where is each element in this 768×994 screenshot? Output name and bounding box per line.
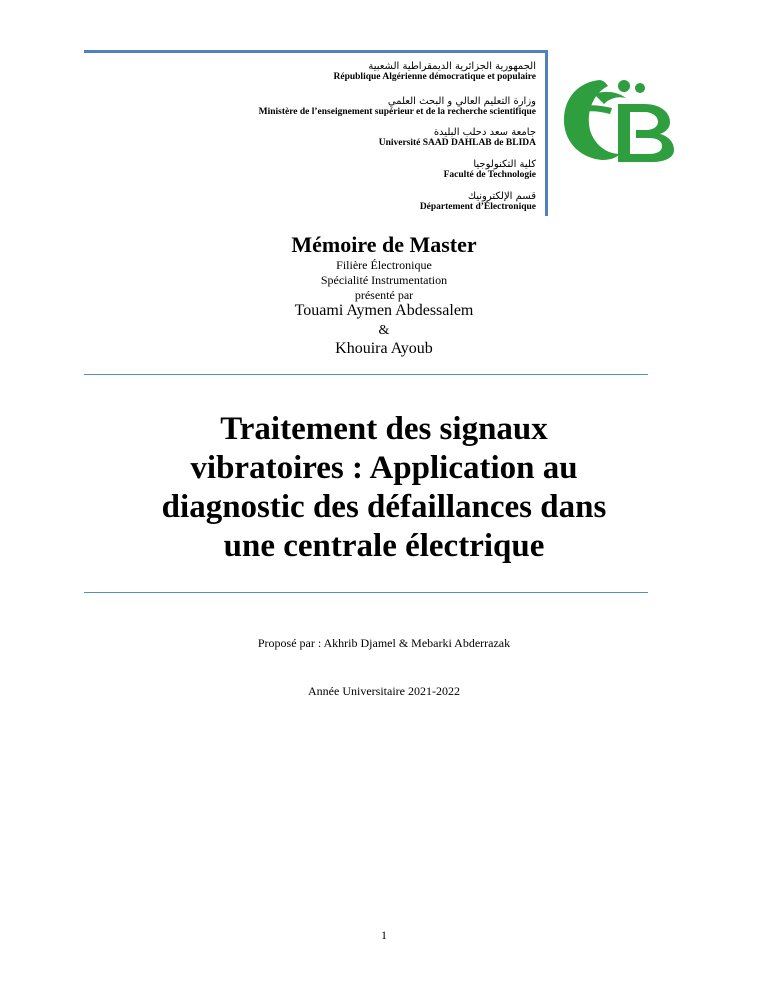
header-line-republic	[334, 61, 537, 83]
header-faculty-arabic: كلية التكنولوجيا	[473, 159, 536, 170]
thesis-title-line-4: une centrale électrique	[223, 528, 545, 564]
header-university-arabic: جامعة سعد دحلب البليدة	[433, 127, 536, 138]
header-department-french: Département d’Électronique	[419, 202, 536, 212]
top-divider-rule	[84, 374, 648, 375]
specialite-label: Spécialité Instrumentation	[320, 273, 448, 287]
header-ministry-arabic: وزارة التعليم العالي و البحث العلمي	[387, 96, 536, 107]
presente-par-label: présenté par	[354, 288, 414, 302]
thesis-title-line-3: diagnostic des défaillances dans	[161, 489, 607, 525]
header-line-ministry	[259, 96, 536, 118]
thesis-title-line-2: vibratoires : Application au	[190, 450, 578, 486]
bottom-divider-rule	[84, 592, 648, 593]
header-line-university	[379, 127, 536, 149]
document-type-title: Mémoire de Master	[291, 232, 477, 257]
proposed-by-line: Proposé par : Akhrib Djamel & Mebarki Abderrazak	[257, 636, 511, 650]
header-frame-top-border	[84, 50, 548, 53]
header-faculty-french: Faculté de Technologie	[443, 170, 536, 180]
page-number: 1	[381, 928, 387, 942]
author-2-name: Khouira Ayoub	[335, 340, 433, 357]
header-line-department	[420, 191, 536, 213]
filiere-label: Filière Électronique	[336, 258, 432, 272]
author-1-name: Touami Aymen Abdessalem	[294, 302, 474, 319]
header-republic-arabic: الجمهورية الجزائرية الديمقراطية الشعبية	[368, 61, 536, 72]
thesis-title	[0, 410, 768, 566]
university-logo-icon	[560, 74, 678, 166]
author-ampersand: &	[378, 323, 390, 338]
academic-year-line: Année Universitaire 2021-2022	[308, 684, 460, 698]
header-line-faculty	[444, 159, 536, 181]
header-ministry-french: Ministère de l’enseignement supérieur et de la recherche scientifique	[258, 107, 536, 117]
header-frame-right-border	[545, 50, 548, 216]
header-department-arabic: قسم الإلكترونيك	[467, 191, 536, 202]
header-university-french: Université SAAD DAHLAB de BLIDA	[378, 138, 536, 148]
thesis-title-line-1: Traitement des signaux	[220, 411, 548, 447]
header-republic-french: République Algérienne démocratique et populaire	[333, 72, 536, 82]
